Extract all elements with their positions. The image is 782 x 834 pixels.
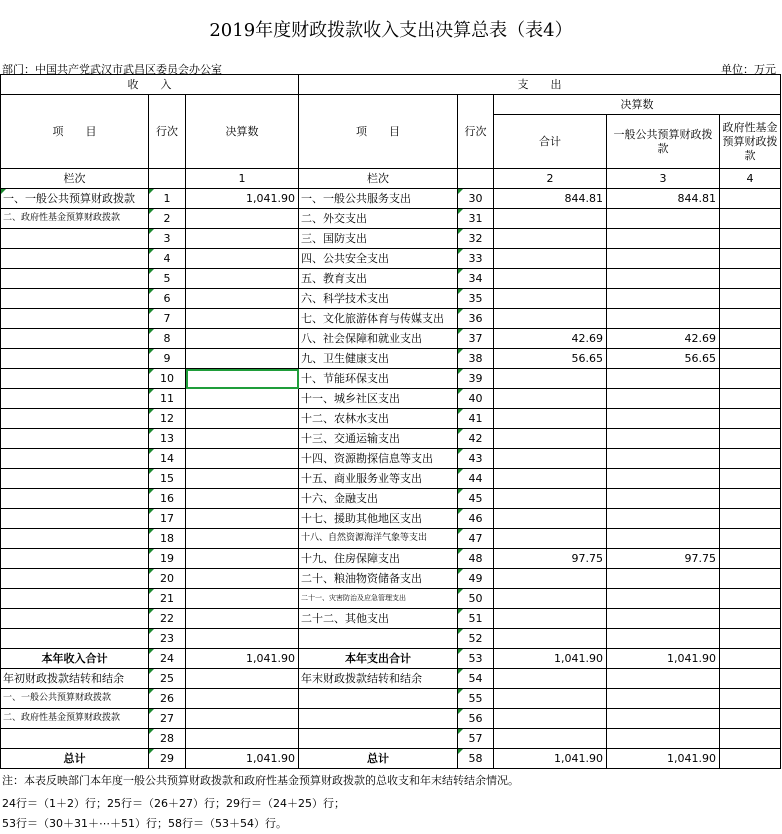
expense-item-cell[interactable]: 总计: [299, 749, 458, 769]
income-item-cell[interactable]: [1, 529, 149, 549]
expense-item-cell[interactable]: 十、节能环保支出: [299, 369, 458, 389]
table-row: [1, 189, 781, 209]
expense-item-header: 项 目: [299, 95, 458, 169]
fund-budget-cell[interactable]: [720, 389, 781, 409]
expense-item-cell[interactable]: 二、外交支出: [299, 209, 458, 229]
expense-item-cell[interactable]: 三、国防支出: [299, 229, 458, 249]
table-row: [1, 369, 781, 389]
income-line-cell[interactable]: 12: [149, 409, 186, 429]
table-row: [1, 569, 781, 589]
expense-line-cell[interactable]: 51: [458, 609, 494, 629]
expense-item-cell[interactable]: 十九、住房保障支出: [299, 549, 458, 569]
expense-item-cell[interactable]: [299, 689, 458, 709]
total-amount-cell[interactable]: [494, 689, 607, 709]
fund-budget-cell[interactable]: [720, 669, 781, 689]
income-item-cell[interactable]: 一、一般公共预算财政拨款: [1, 189, 149, 209]
table-row: [1, 489, 781, 509]
table-row: [1, 229, 781, 249]
expense-line-cell[interactable]: 41: [458, 409, 494, 429]
general-budget-cell[interactable]: [607, 469, 720, 489]
income-line-cell[interactable]: 22: [149, 609, 186, 629]
fund-budget-cell[interactable]: [720, 449, 781, 469]
income-item-cell[interactable]: 一、一般公共预算财政拨款: [1, 689, 149, 709]
total-amount-cell[interactable]: [494, 369, 607, 389]
table-row: [1, 549, 781, 569]
income-amount-cell[interactable]: [186, 509, 299, 529]
income-amount-cell[interactable]: [186, 489, 299, 509]
table-row: [1, 649, 781, 669]
income-item-cell[interactable]: [1, 229, 149, 249]
table-row: [1, 469, 781, 489]
expense-item-cell[interactable]: [299, 629, 458, 649]
expense-item-cell[interactable]: 二十一、灾害防治及应急管理支出: [299, 589, 458, 609]
fund-budget-cell[interactable]: [720, 689, 781, 709]
table-row: [1, 349, 781, 369]
general-budget-cell[interactable]: 42.69: [607, 329, 720, 349]
table-row: [1, 309, 781, 329]
expense-line-cell[interactable]: 43: [458, 449, 494, 469]
fund-budget-cell[interactable]: [720, 309, 781, 329]
income-amount-cell[interactable]: [186, 729, 299, 749]
general-budget-cell[interactable]: 56.65: [607, 349, 720, 369]
income-amount-cell[interactable]: [186, 409, 299, 429]
income-line-cell[interactable]: 7: [149, 309, 186, 329]
income-amount-cell[interactable]: [186, 529, 299, 549]
general-budget-cell[interactable]: [607, 289, 720, 309]
income-item-header: 项 目: [1, 95, 149, 169]
income-item-cell[interactable]: [1, 609, 149, 629]
general-budget-cell[interactable]: [607, 209, 720, 229]
income-item-cell[interactable]: [1, 409, 149, 429]
general-budget-cell[interactable]: [607, 449, 720, 469]
income-amount-cell[interactable]: [186, 669, 299, 689]
income-item-cell[interactable]: [1, 569, 149, 589]
table-row: [1, 429, 781, 449]
income-item-cell[interactable]: [1, 269, 149, 289]
income-amount-cell[interactable]: [186, 209, 299, 229]
income-line-cell[interactable]: 25: [149, 669, 186, 689]
income-amount-cell[interactable]: [186, 429, 299, 449]
general-budget-cell[interactable]: [607, 629, 720, 649]
income-line-cell[interactable]: 23: [149, 629, 186, 649]
total-amount-cell[interactable]: [494, 729, 607, 749]
expense-item-cell[interactable]: 十六、金融支出: [299, 489, 458, 509]
general-budget-cell[interactable]: [607, 529, 720, 549]
income-line-cell[interactable]: 16: [149, 489, 186, 509]
expense-line-cell[interactable]: 30: [458, 189, 494, 209]
income-item-cell[interactable]: [1, 449, 149, 469]
income-amount-cell[interactable]: 1,041.90: [186, 649, 299, 669]
income-line-cell[interactable]: 15: [149, 469, 186, 489]
expense-item-cell[interactable]: 六、科学技术支出: [299, 289, 458, 309]
income-item-cell[interactable]: [1, 589, 149, 609]
total-amount-cell[interactable]: [494, 589, 607, 609]
expense-item-cell[interactable]: 十八、自然资源海洋气象等支出: [299, 529, 458, 549]
total-amount-cell[interactable]: [494, 289, 607, 309]
expense-line-cell[interactable]: 35: [458, 289, 494, 309]
income-amount-cell[interactable]: [186, 569, 299, 589]
total-amount-cell[interactable]: [494, 309, 607, 329]
expense-item-cell[interactable]: 九、卫生健康支出: [299, 349, 458, 369]
expense-item-cell[interactable]: 七、文化旅游体育与传媒支出: [299, 309, 458, 329]
income-line-cell[interactable]: 28: [149, 729, 186, 749]
general-budget-cell[interactable]: [607, 609, 720, 629]
income-item-cell[interactable]: [1, 629, 149, 649]
income-item-cell[interactable]: 二、政府性基金预算财政拨款: [1, 709, 149, 729]
fund-budget-cell[interactable]: [720, 529, 781, 549]
expense-item-cell[interactable]: 一、一般公共服务支出: [299, 189, 458, 209]
expense-item-cell[interactable]: 五、教育支出: [299, 269, 458, 289]
general-budget-cell[interactable]: [607, 249, 720, 269]
note-line-2: 24行＝（1＋2）行；25行＝（26＋27）行；29行＝（24＋25）行；: [2, 797, 345, 810]
income-line-cell[interactable]: 3: [149, 229, 186, 249]
income-line-cell[interactable]: 26: [149, 689, 186, 709]
general-budget-cell[interactable]: 844.81: [607, 189, 720, 209]
fund-budget-cell[interactable]: [720, 189, 781, 209]
expense-line-cell[interactable]: 44: [458, 469, 494, 489]
table-row: [1, 329, 781, 349]
general-budget-cell[interactable]: [607, 269, 720, 289]
expense-line-cell[interactable]: 37: [458, 329, 494, 349]
total-amount-cell[interactable]: [494, 509, 607, 529]
income-amount-cell[interactable]: [186, 609, 299, 629]
income-item-cell[interactable]: [1, 509, 149, 529]
expense-line-cell[interactable]: 49: [458, 569, 494, 589]
expense-line-cell[interactable]: 57: [458, 729, 494, 749]
expense-line-cell[interactable]: 55: [458, 689, 494, 709]
general-budget-cell[interactable]: [607, 509, 720, 529]
fund-budget-cell[interactable]: [720, 749, 781, 769]
table-row: [1, 529, 781, 549]
table-row: [1, 749, 781, 769]
fund-budget-cell[interactable]: [720, 569, 781, 589]
expense-line-cell[interactable]: 53: [458, 649, 494, 669]
expense-line-cell[interactable]: 48: [458, 549, 494, 569]
table-row: [1, 249, 781, 269]
general-budget-cell[interactable]: [607, 669, 720, 689]
expense-line-cell[interactable]: 31: [458, 209, 494, 229]
income-item-cell[interactable]: 二、政府性基金预算财政拨款: [1, 209, 149, 229]
expense-line-header: 行次: [458, 95, 494, 169]
income-item-cell[interactable]: [1, 289, 149, 309]
income-line-cell[interactable]: 24: [149, 649, 186, 669]
fund-budget-cell[interactable]: [720, 489, 781, 509]
total-amount-cell[interactable]: [494, 409, 607, 429]
general-budget-cell[interactable]: [607, 709, 720, 729]
fund-budget-cell[interactable]: [720, 429, 781, 449]
total-header: 合计: [494, 115, 607, 169]
expense-line-cell[interactable]: 54: [458, 669, 494, 689]
income-item-cell[interactable]: [1, 309, 149, 329]
total-amount-cell[interactable]: 56.65: [494, 349, 607, 369]
general-budget-cell[interactable]: [607, 489, 720, 509]
expense-line-cell[interactable]: 46: [458, 509, 494, 529]
fund-budget-cell[interactable]: [720, 589, 781, 609]
fund-budget-cell[interactable]: [720, 269, 781, 289]
general-budget-cell[interactable]: [607, 729, 720, 749]
income-line-cell[interactable]: 20: [149, 569, 186, 589]
income-amount-cell[interactable]: [186, 329, 299, 349]
income-item-cell[interactable]: [1, 249, 149, 269]
expense-line-cell[interactable]: 52: [458, 629, 494, 649]
general-budget-cell[interactable]: [607, 589, 720, 609]
column-index-2: 2: [494, 169, 607, 189]
expense-line-cell[interactable]: 38: [458, 349, 494, 369]
column-index-3: 3: [607, 169, 720, 189]
general-budget-cell[interactable]: 1,041.90: [607, 749, 720, 769]
fund-budget-cell[interactable]: [720, 709, 781, 729]
fund-budget-cell[interactable]: [720, 729, 781, 749]
income-line-cell[interactable]: 18: [149, 529, 186, 549]
total-amount-cell[interactable]: [494, 429, 607, 449]
income-line-cell[interactable]: 14: [149, 449, 186, 469]
income-item-cell[interactable]: [1, 489, 149, 509]
expense-item-cell[interactable]: 二十、粮油物资储备支出: [299, 569, 458, 589]
fund-budget-cell[interactable]: [720, 249, 781, 269]
fund-budget-cell[interactable]: [720, 609, 781, 629]
table-row: [1, 409, 781, 429]
expense-item-cell[interactable]: 二十二、其他支出: [299, 609, 458, 629]
table-row: [1, 589, 781, 609]
expense-line-cell[interactable]: 32: [458, 229, 494, 249]
general-budget-cell[interactable]: 1,041.90: [607, 649, 720, 669]
income-amount-cell[interactable]: [186, 629, 299, 649]
income-line-cell[interactable]: 11: [149, 389, 186, 409]
income-section-header: 收 入: [1, 75, 299, 95]
expense-item-cell[interactable]: 八、社会保障和就业支出: [299, 329, 458, 349]
expense-item-cell[interactable]: 十一、城乡社区支出: [299, 389, 458, 409]
income-item-cell[interactable]: [1, 429, 149, 449]
total-amount-cell[interactable]: 97.75: [494, 549, 607, 569]
income-amount-cell[interactable]: [186, 469, 299, 489]
general-budget-cell[interactable]: [607, 389, 720, 409]
table-row: [1, 509, 781, 529]
note-line-1: 注：本表反映部门本年度一般公共预算财政拨款和政府性基金预算财政拨款的总收支和年末结转结余情况。: [2, 774, 519, 787]
fund-budget-cell[interactable]: [720, 209, 781, 229]
total-amount-cell[interactable]: 1,041.90: [494, 749, 607, 769]
income-line-cell[interactable]: 29: [149, 749, 186, 769]
expense-line-cell[interactable]: 50: [458, 589, 494, 609]
column-index-label: 栏次: [1, 169, 149, 189]
table-row: [1, 629, 781, 649]
income-item-cell[interactable]: [1, 389, 149, 409]
income-line-cell[interactable]: 9: [149, 349, 186, 369]
total-amount-cell[interactable]: [494, 709, 607, 729]
general-budget-cell[interactable]: [607, 569, 720, 589]
income-amount-cell[interactable]: 1,041.90: [186, 189, 299, 209]
fund-budget-header: 政府性基金预算财政拨款: [720, 115, 781, 169]
expense-line-cell[interactable]: 42: [458, 429, 494, 449]
general-budget-cell[interactable]: [607, 429, 720, 449]
expense-item-cell[interactable]: 十二、农林水支出: [299, 409, 458, 429]
expense-item-cell[interactable]: 年末财政拨款结转和结余: [299, 669, 458, 689]
income-amount-cell[interactable]: [186, 289, 299, 309]
income-line-cell[interactable]: 5: [149, 269, 186, 289]
total-amount-cell[interactable]: [494, 229, 607, 249]
total-amount-cell[interactable]: [494, 209, 607, 229]
income-line-cell[interactable]: 8: [149, 329, 186, 349]
income-amount-cell[interactable]: [186, 349, 299, 369]
unit-label: 单位：万元: [721, 63, 776, 76]
income-amount-cell[interactable]: [186, 309, 299, 329]
general-budget-cell[interactable]: [607, 229, 720, 249]
income-line-cell[interactable]: 1: [149, 189, 186, 209]
income-item-cell[interactable]: [1, 349, 149, 369]
total-amount-cell[interactable]: [494, 569, 607, 589]
general-budget-cell[interactable]: [607, 369, 720, 389]
table-row: [1, 269, 781, 289]
income-line-cell[interactable]: 6: [149, 289, 186, 309]
expense-item-cell[interactable]: 十四、资源勘探信息等支出: [299, 449, 458, 469]
income-line-cell[interactable]: 27: [149, 709, 186, 729]
table-row: [1, 449, 781, 469]
general-budget-cell[interactable]: 97.75: [607, 549, 720, 569]
income-line-cell[interactable]: 19: [149, 549, 186, 569]
total-amount-cell[interactable]: [494, 269, 607, 289]
income-line-cell[interactable]: 10: [149, 369, 186, 389]
fund-budget-cell[interactable]: [720, 329, 781, 349]
table-row: [1, 389, 781, 409]
fund-budget-cell[interactable]: [720, 409, 781, 429]
note-line-3: 53行＝（30＋31＋⋯＋51）行；58行＝（53＋54）行。: [2, 817, 287, 830]
department-label: 部门：中国共产党武汉市武昌区委员会办公室: [2, 63, 222, 76]
general-budget-cell[interactable]: [607, 309, 720, 329]
expense-item-cell[interactable]: 十七、援助其他地区支出: [299, 509, 458, 529]
column-index-1: 1: [186, 169, 299, 189]
income-line-cell[interactable]: 4: [149, 249, 186, 269]
total-amount-cell[interactable]: [494, 669, 607, 689]
fund-budget-cell[interactable]: [720, 369, 781, 389]
total-amount-cell[interactable]: 1,041.90: [494, 649, 607, 669]
expense-item-cell[interactable]: [299, 709, 458, 729]
expense-item-cell[interactable]: [299, 729, 458, 749]
expense-line-cell[interactable]: 33: [458, 249, 494, 269]
total-amount-cell[interactable]: 844.81: [494, 189, 607, 209]
page-title: 2019年度财政拨款收入支出决算总表（表4）: [209, 20, 573, 41]
income-amount-cell[interactable]: [186, 689, 299, 709]
income-line-cell[interactable]: 13: [149, 429, 186, 449]
expense-line-cell[interactable]: 45: [458, 489, 494, 509]
total-amount-cell[interactable]: [494, 469, 607, 489]
table-row: [1, 709, 781, 729]
expense-line-cell[interactable]: 40: [458, 389, 494, 409]
expense-item-cell[interactable]: 本年支出合计: [299, 649, 458, 669]
fund-budget-cell[interactable]: [720, 549, 781, 569]
income-item-cell[interactable]: 总计: [1, 749, 149, 769]
income-amount-header: 决算数: [186, 95, 299, 169]
expense-item-cell[interactable]: 十五、商业服务业等支出: [299, 469, 458, 489]
column-index-4: 4: [720, 169, 781, 189]
income-amount-cell[interactable]: [186, 549, 299, 569]
income-item-cell[interactable]: [1, 329, 149, 349]
expense-line-cell[interactable]: 34: [458, 269, 494, 289]
fund-budget-cell[interactable]: [720, 469, 781, 489]
expense-line-cell[interactable]: 58: [458, 749, 494, 769]
expense-line-cell[interactable]: 39: [458, 369, 494, 389]
income-amount-cell[interactable]: [186, 249, 299, 269]
total-amount-cell[interactable]: [494, 489, 607, 509]
income-line-cell[interactable]: 21: [149, 589, 186, 609]
total-amount-cell[interactable]: [494, 449, 607, 469]
income-item-cell[interactable]: [1, 729, 149, 749]
income-amount-cell[interactable]: [186, 269, 299, 289]
fund-budget-cell[interactable]: [720, 649, 781, 669]
total-amount-cell[interactable]: [494, 249, 607, 269]
income-line-cell[interactable]: 2: [149, 209, 186, 229]
budget-table: [0, 74, 781, 769]
general-budget-cell[interactable]: [607, 689, 720, 709]
table-row: [1, 689, 781, 709]
fund-budget-cell[interactable]: [720, 629, 781, 649]
total-amount-cell[interactable]: 42.69: [494, 329, 607, 349]
expense-section-header: 支 出: [299, 75, 781, 95]
expense-line-cell[interactable]: 56: [458, 709, 494, 729]
income-amount-cell[interactable]: [186, 389, 299, 409]
table-row: [1, 669, 781, 689]
income-item-cell[interactable]: 本年收入合计: [1, 649, 149, 669]
final-amount-header: 决算数: [494, 95, 781, 115]
fund-budget-cell[interactable]: [720, 229, 781, 249]
total-amount-cell[interactable]: [494, 389, 607, 409]
column-index-label: 栏次: [299, 169, 458, 189]
general-budget-cell[interactable]: [607, 409, 720, 429]
table-row: [1, 209, 781, 229]
income-amount-cell[interactable]: [186, 709, 299, 729]
total-amount-cell[interactable]: [494, 609, 607, 629]
table-row: [1, 729, 781, 749]
total-amount-cell[interactable]: [494, 529, 607, 549]
fund-budget-cell[interactable]: [720, 289, 781, 309]
general-budget-header: 一般公共预算财政拨款: [607, 115, 720, 169]
expense-line-cell[interactable]: 36: [458, 309, 494, 329]
fund-budget-cell[interactable]: [720, 509, 781, 529]
income-item-cell[interactable]: [1, 469, 149, 489]
income-amount-cell[interactable]: 1,041.90: [186, 749, 299, 769]
income-amount-cell[interactable]: [186, 589, 299, 609]
fund-budget-cell[interactable]: [720, 349, 781, 369]
table-row: [1, 289, 781, 309]
total-amount-cell[interactable]: [494, 629, 607, 649]
income-amount-cell[interactable]: [186, 229, 299, 249]
income-item-cell[interactable]: [1, 369, 149, 389]
income-line-header: 行次: [149, 95, 186, 169]
income-amount-cell[interactable]: [186, 369, 299, 389]
expense-item-cell[interactable]: 四、公共安全支出: [299, 249, 458, 269]
income-line-cell[interactable]: 17: [149, 509, 186, 529]
expense-line-cell[interactable]: 47: [458, 529, 494, 549]
expense-item-cell[interactable]: 十三、交通运输支出: [299, 429, 458, 449]
table-row: [1, 609, 781, 629]
income-item-cell[interactable]: [1, 549, 149, 569]
income-amount-cell[interactable]: [186, 449, 299, 469]
income-item-cell[interactable]: 年初财政拨款结转和结余: [1, 669, 149, 689]
